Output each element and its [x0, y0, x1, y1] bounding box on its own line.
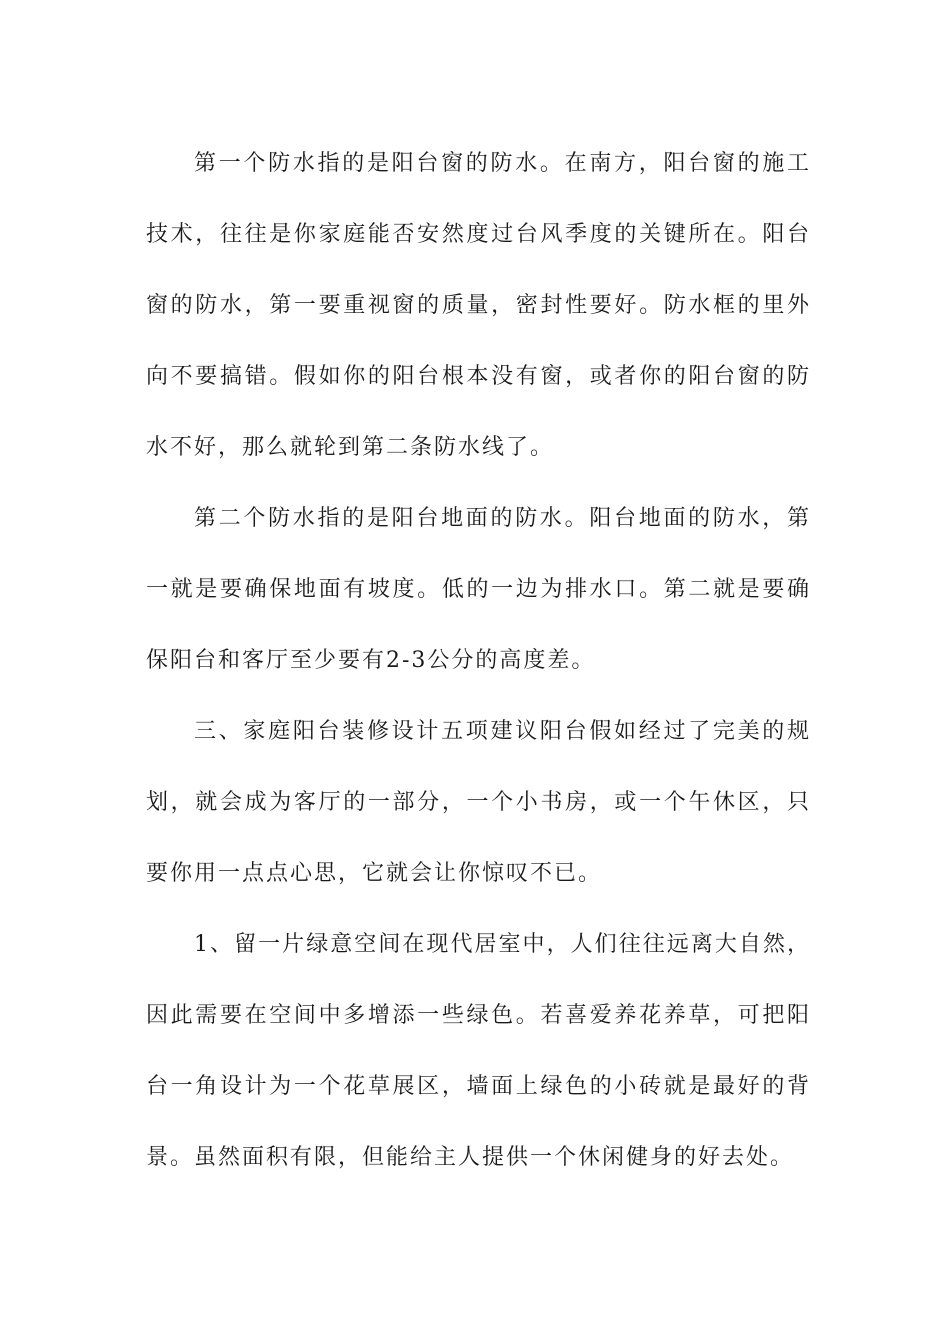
paragraph-balcony-window-waterproofing: 第一个防水指的是阳台窗的防水。在南方，阳台窗的施工技术，往往是你家庭能否安然度过台风季度的关键所在。阳台窗的防水，第一要重视窗的质量，密封性要好。防水框的里外向不要搞错。假如你的阳台根本没有窗，或者你的阳台窗的防水不好，那么就轮到第二条防水线了。 [146, 151, 811, 460]
paragraph-green-space: 1、留一片绿意空间在现代居室中，人们往往远离大自然，因此需要在空间中多增添一些绿色。若喜爱养花养草，可把阳台一角设计为一个花草展区，墙面上绿色的小砖就是最好的背景。虽然面积有限，但能给主人提供一个休闲健身的好去处。 [146, 932, 811, 1170]
paragraph-design-suggestions: 三、家庭阳台装修设计五项建议阳台假如经过了完美的规划，就会成为客厅的一部分，一个小书房，或一个午休区，只要你用一点点心思，它就会让你惊叹不已。 [146, 719, 811, 886]
document-body [146, 128, 811, 1193]
paragraph-balcony-floor-waterproofing: 第二个防水指的是阳台地面的防水。阳台地面的防水，第一就是要确保地面有坡度。低的一边为排水口。第二就是要确保阳台和客厅至少要有2-3公分的高度差。 [146, 506, 811, 673]
